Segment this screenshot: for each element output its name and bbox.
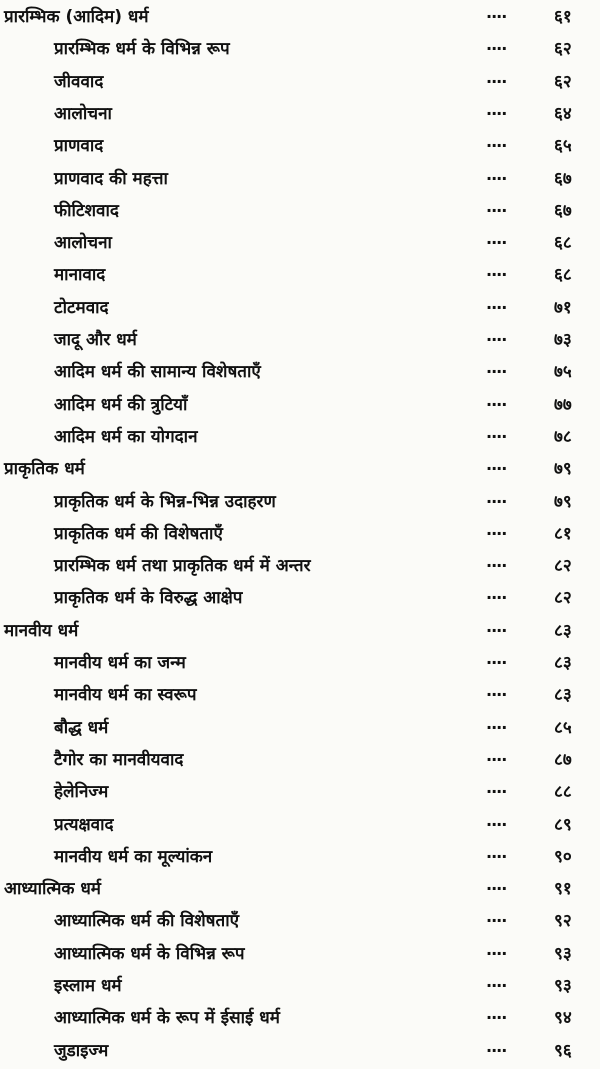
toc-entry: [0, 260, 600, 290]
toc-entry: [0, 874, 600, 904]
toc-entry: [0, 551, 600, 581]
toc-page-number: ८३: [554, 685, 572, 706]
toc-leader-dots: ....: [486, 3, 507, 22]
toc-page-number: ६१: [554, 7, 572, 27]
toc-entry: [0, 1003, 600, 1033]
toc-leader-dots: ....: [486, 132, 507, 152]
toc-leader-dots: ....: [486, 649, 507, 668]
toc-entry: [0, 906, 600, 936]
toc-section-title: टैगोर का मानवीयवाद: [54, 749, 184, 770]
toc-page-number: ७८: [554, 426, 572, 447]
toc-page-number: ७३: [554, 330, 572, 350]
toc-leader-dots: ....: [486, 552, 507, 572]
toc-page-number: ९१: [554, 879, 572, 900]
toc-entry: [0, 680, 600, 710]
toc-entry: [0, 745, 600, 775]
toc-page-number: ९३: [554, 976, 572, 996]
toc-leader-dots: ....: [486, 616, 507, 636]
toc-leader-dots: ....: [486, 1004, 507, 1024]
toc-entry: [0, 34, 600, 64]
toc-page-number: ७५: [554, 362, 572, 383]
toc-entry: [0, 971, 600, 1001]
toc-entry: [0, 648, 600, 678]
toc-leader-dots: ....: [486, 99, 507, 119]
toc-entry: [0, 228, 600, 258]
toc-leader-dots: ....: [486, 875, 507, 895]
toc-section-title: जुडाइज्म: [54, 1040, 109, 1061]
toc-leader-dots: ....: [486, 196, 507, 216]
toc-chapter-title: मानवीय धर्म: [4, 620, 79, 641]
toc-page-number: ६८: [554, 233, 572, 254]
toc-page-number: ८३: [554, 653, 572, 673]
toc-entry: [0, 713, 600, 743]
toc-leader-dots: ....: [486, 745, 507, 765]
toc-section-title: जादू और धर्म: [54, 330, 137, 350]
toc-entry: [0, 519, 600, 549]
toc-entry: [0, 2, 600, 32]
toc-chapter-title: प्राकृतिक धर्म: [4, 459, 85, 480]
toc-entry: [0, 1036, 600, 1066]
toc-page-number: ८१: [554, 523, 572, 544]
toc-section-title: आदिम धर्म की त्रुटियाँ: [54, 394, 188, 415]
toc-page-number: ८३: [554, 620, 572, 641]
toc-section-title: मानवीय धर्म का जन्म: [54, 653, 186, 673]
toc-leader-dots: ....: [486, 293, 507, 313]
toc-entry: [0, 939, 600, 969]
toc-section-title: प्रारम्भिक धर्म के विभिन्न रूप: [54, 39, 230, 60]
toc-leader-dots: ....: [486, 326, 507, 345]
toc-page-number: ६५: [554, 136, 572, 157]
toc-section-title: प्रारम्भिक धर्म तथा प्राकृतिक धर्म में अन्तर: [54, 556, 311, 577]
toc-entry: [0, 454, 600, 484]
toc-page-number: ९३: [554, 943, 572, 964]
toc-leader-dots: ....: [486, 390, 507, 410]
toc-entry: [0, 487, 600, 517]
toc-section-title: मानवीय धर्म का मूल्यांकन: [54, 846, 213, 867]
toc-section-title: प्राकृतिक धर्म के विरुद्ध आक्षेप: [54, 588, 243, 609]
toc-leader-dots: ....: [486, 810, 507, 830]
toc-page-number: ७१: [554, 297, 572, 318]
toc-section-title: जीववाद: [54, 71, 104, 92]
toc-chapter-title: प्रारम्भिक (आदिम) धर्म: [4, 7, 149, 27]
toc-page-number: ८८: [554, 782, 572, 803]
toc-leader-dots: ....: [486, 487, 507, 507]
toc-entry: [0, 99, 600, 129]
toc-section-title: प्राणवाद: [54, 136, 104, 157]
toc-entry: [0, 67, 600, 97]
toc-leader-dots: ....: [486, 229, 507, 249]
toc-entry: [0, 810, 600, 840]
toc-section-title: मानवीय धर्म का स्वरूप: [54, 685, 197, 706]
toc-leader-dots: ....: [486, 422, 507, 442]
toc-leader-dots: ....: [486, 35, 507, 55]
toc-page-number: ६४: [554, 103, 572, 124]
toc-section-title: आलोचना: [54, 233, 112, 254]
toc-entry: [0, 293, 600, 323]
toc-entry: [0, 777, 600, 807]
toc-leader-dots: ....: [486, 455, 507, 475]
toc-page-number: ८२: [554, 588, 572, 609]
toc-leader-dots: ....: [486, 778, 507, 798]
toc-leader-dots: ....: [486, 67, 507, 87]
toc-page-number: ८९: [554, 814, 572, 835]
toc-page-number: ७९: [554, 459, 572, 480]
toc-entry: [0, 325, 600, 355]
toc-section-title: आदिम धर्म का योगदान: [54, 426, 198, 447]
toc-section-title: प्राणवाद की महत्ता: [54, 168, 168, 189]
toc-entry: [0, 131, 600, 161]
toc-leader-dots: ....: [486, 713, 507, 733]
toc-section-title: टोटमवाद: [54, 297, 109, 318]
toc-page-number: ९६: [554, 1040, 572, 1061]
toc-section-title: प्राकृतिक धर्म के भिन्न-भिन्न उदाहरण: [54, 491, 276, 512]
toc-leader-dots: ....: [486, 358, 507, 378]
toc-section-title: प्रत्यक्षवाद: [54, 814, 114, 835]
toc-page-number: ९४: [554, 1008, 572, 1029]
toc-entry: [0, 164, 600, 194]
toc-leader-dots: ....: [486, 681, 507, 701]
toc-entry: [0, 422, 600, 452]
toc-entry: [0, 196, 600, 226]
toc-leader-dots: ....: [486, 261, 507, 281]
toc-chapter-title: आध्यात्मिक धर्म: [4, 879, 101, 900]
toc-leader-dots: ....: [486, 584, 507, 604]
toc-page-number: ६७: [554, 168, 572, 189]
toc-section-title: आध्यात्मिक धर्म के रूप में ईसाई धर्म: [54, 1008, 280, 1029]
toc-section-title: इस्लाम धर्म: [54, 976, 122, 996]
toc-section-title: आदिम धर्म की सामान्य विशेषताएँ: [54, 362, 261, 383]
toc-section-title: मानावाद: [54, 265, 106, 286]
toc-section-title: प्राकृतिक धर्म की विशेषताएँ: [54, 523, 223, 544]
toc-leader-dots: ....: [486, 972, 507, 991]
toc-entry: [0, 583, 600, 613]
toc-entry: [0, 357, 600, 387]
toc-leader-dots: ....: [486, 164, 507, 184]
toc-leader-dots: ....: [486, 519, 507, 539]
toc-entry: [0, 842, 600, 872]
toc-leader-dots: ....: [486, 939, 507, 959]
toc-section-title: हेलेनिज्म: [54, 782, 109, 803]
toc-page-number: ६२: [554, 71, 572, 92]
toc-section-title: आध्यात्मिक धर्म के विभिन्न रूप: [54, 943, 245, 964]
toc-section-title: फीटिशवाद: [54, 200, 119, 221]
toc-page-number: ७९: [554, 491, 572, 512]
toc-page-number: ६८: [554, 265, 572, 286]
toc-leader-dots: ....: [486, 907, 507, 927]
toc-entry: [0, 616, 600, 646]
toc-page-number: ६७: [554, 200, 572, 221]
toc-page-number: ९०: [554, 846, 572, 867]
toc-section-title: आलोचना: [54, 103, 112, 124]
toc-page-number: ७७: [554, 394, 572, 415]
toc-page-number: ९२: [554, 911, 572, 932]
toc-section-title: आध्यात्मिक धर्म की विशेषताएँ: [54, 911, 240, 932]
toc-page-number: ८७: [554, 749, 572, 770]
toc-leader-dots: ....: [486, 842, 507, 862]
toc-page-number: ८२: [554, 556, 572, 577]
toc-section-title: बौद्ध धर्म: [54, 717, 109, 738]
toc-page-number: ८५: [554, 717, 572, 738]
toc-leader-dots: ....: [486, 1036, 507, 1056]
toc-page-number: ६२: [554, 39, 572, 60]
toc-entry: [0, 390, 600, 420]
